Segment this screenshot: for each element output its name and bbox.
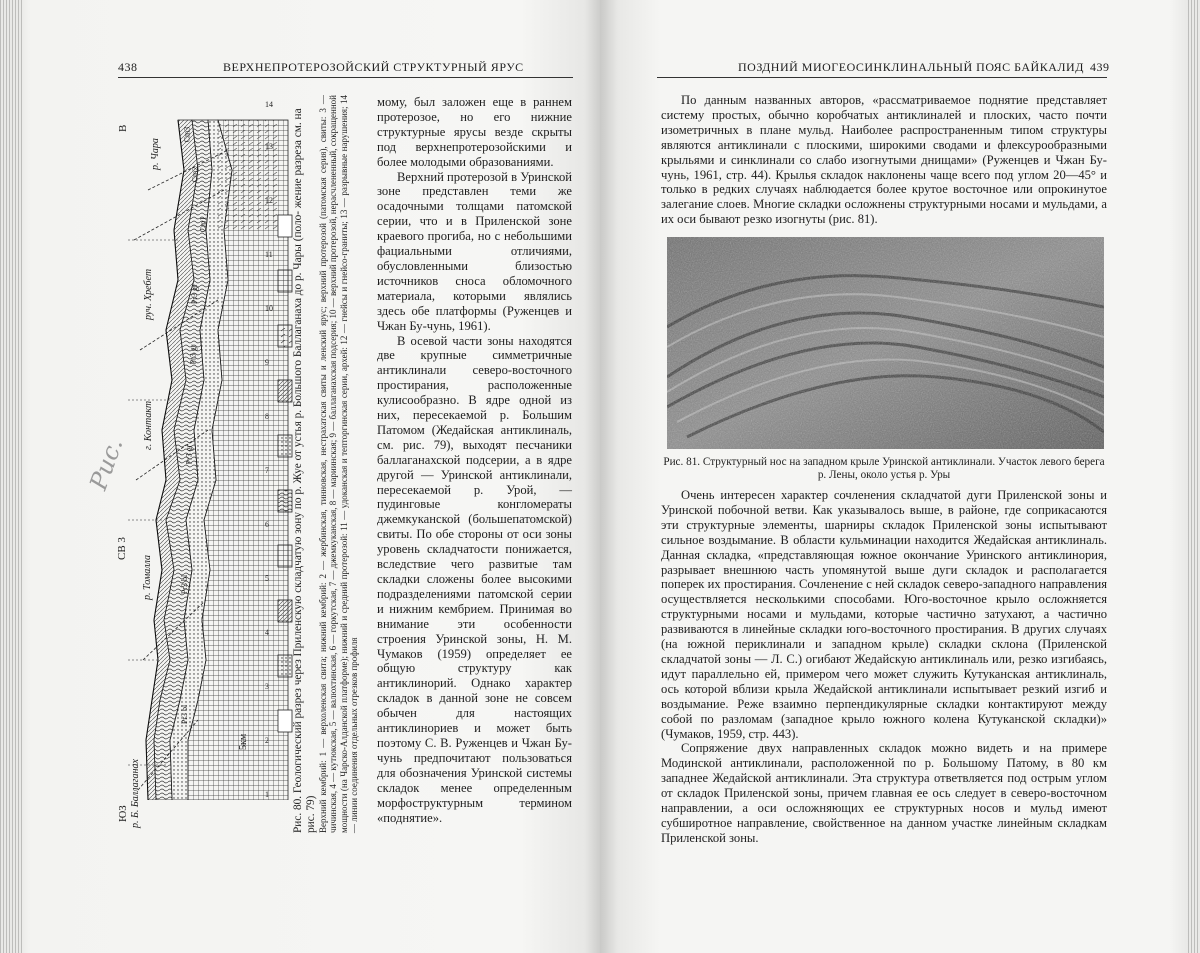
- right-body-text-bottom: [661, 488, 1107, 846]
- right-body-text-top: [661, 93, 1107, 227]
- legend-number: 9: [265, 358, 269, 367]
- left-page-number: 438: [118, 60, 138, 75]
- unit-mark: Cm1: [198, 217, 207, 233]
- legend-number: 10: [265, 304, 273, 313]
- river-balleganakh-label: р. Б. Баллаганах: [130, 759, 141, 828]
- margin-scribble: Рис.: [84, 434, 128, 493]
- right-page-number: 439: [1090, 60, 1110, 75]
- unit-marks: [175, 200, 215, 760]
- figure-caption-block: [292, 96, 372, 836]
- river-chara-label: р. Чара: [150, 138, 161, 170]
- structural-nose-photo: [667, 237, 1104, 449]
- kontakt-label: г. Контакт: [143, 401, 154, 450]
- unit-mark: Pr3 gt: [190, 285, 199, 304]
- legend-number: 12: [265, 196, 273, 205]
- legend-number: 13: [265, 142, 273, 151]
- paragraph: Очень интересен характер сочленения складчатой дуги Приленской зоны и Уринской побочной ветви. Как указывалось выше, в районе, где соприкасаются эти структурные элементы, шарниры складок Приленской зоны испытывают сильное воздымание. В области кульминации находится Жедайская антиклиналь. Данная складка, «представляющая южное окончание Уринского антиклинория, разрывает внешнюю часть упомянутой выше дуги складок и располагается поперек их простирания. Сочленение с ней складок северо-западного направления осуществляется несколькими способами. Юго-восточное крыло осложняется структурными носами и мульдами, которые частично затухают, а частично развиваются в линейные складки юго-восточного простирания. В других случаях (на южной периклинали и западном крыле) складки склона (Приленской складчатой зоны — Л. С.) огибают Жедайскую антиклиналь или, резко изгибаясь, идут параллельно ей, примером чего может служить Кутуканская антиклиналь, ось которой вблизи крыла Жедайской антиклинали испытывает резкий изгиб и воздымание. Реже взаимно перпендикулярные складки контактируют между собой по разломам (западное крыло южного колена Кутуканской складки)» (Чумаков, 1959, стр. 443).: [661, 488, 1107, 741]
- legend-number: 4: [265, 628, 269, 637]
- river-tomalla-label: р. Томалла: [142, 555, 153, 600]
- left-page: [0, 0, 600, 953]
- legend-number: 7: [265, 466, 269, 475]
- legend-number: 14: [265, 100, 273, 109]
- ridge-label: руч. Хребет: [143, 269, 154, 320]
- paragraph: Верхний протерозой в Уринской зоне представлен теми же осадочными толщами патомской серии, что и в Приленской зоне краевого прогиба, но с небольшими фациальными отличиями, обусловленными близостью источников сноса обломочного материала, которыми являлись здесь обе платформы (Руженцев и Чжан Бу-чунь, 1961).: [377, 170, 572, 334]
- right-running-head: ПОЗДНИЙ МИОГЕОСИНКЛИНАЛЬНЫЙ ПОЯС БАЙКАЛИД: [738, 60, 1084, 75]
- page-stack-edge: [0, 0, 22, 953]
- book-spread: [0, 0, 1200, 953]
- figure-caption-legend: Верхний кембрий: 1 — верхоленская свита; нижний кембрий: 2 — жербинская, тинновская, нестрахатская свиты и ленский ярус; верхний протерозой (патомская серия), свиты: 3 — чичинская, 4 — кутюкская, 5 — валюхтинская, 6 — горкутская, 7 — джемкуканская, 8 — мариинская; 9 — баллаганахская подсерия; 10 — верхний протерозой, нерасчлененный, сокращенной мощности (на Чарско-Алданской платформе); нижний и средний протерозой: 11 — удоканская и тепторгинская серии, архей: 12 — гнейсы и гнейсо-граниты; 13 — разрывные нарушения; 14 — линии соединения отдельных отрезков профиля: [318, 95, 360, 833]
- left-header-rule: [118, 77, 573, 78]
- legend-number: 2: [265, 736, 269, 745]
- sw-label: ЮЗ: [117, 805, 129, 822]
- scale-label: 5км: [238, 734, 249, 750]
- figure-caption-title: Рис. 80. Геологический разрез через Приленскую складчатую зону по р. Жуе от устья р. Большого Баллаганаха до р. Чары (поло- жение разреза см. на рис. 79): [292, 95, 318, 833]
- unit-mark: Pr3 bl: [180, 705, 189, 724]
- page-stack-edge: [1188, 0, 1200, 953]
- paragraph: Сопряжение двух направленных складок можно видеть и на примере Модинской антиклинали, расположенной по р. Большому Патому, в 80 км западнее Жедайской антиклинали. Эта структура ответвляется под острым углом от складок Приленской зоны, причем главная ее ось следует в северо-восточном направлении, а оси осложняющих ее структурных носов и мульд имеют субширотное направление, свойственное на данном участке линейным складкам Приленской зоны.: [661, 741, 1107, 845]
- photo-caption: Рис. 81. Структурный нос на западном крыле Уринской антиклинали. Участок левого берега р. Лены, около устья р. Уры: [662, 456, 1106, 482]
- right-header-rule: [657, 77, 1107, 78]
- legend-number: 5: [265, 574, 269, 583]
- mid-direction-label: СВ 3: [116, 537, 128, 560]
- unit-mark: Cm3: [182, 127, 191, 143]
- paragraph: В осевой части зоны находятся две крупные симметричные антиклинали северо-восточного простирания, расположенные кулисообразно. В ядре одной из них, пересекаемой р. Большим Патомом (Жедайская антиклиналь, см. рис. 79), выходят песчаники баллаганахской подсерии, а в ядре другой — Уринской антиклинали, пересекаемой р. Урой, — пудинговые конгломераты джемкуканской (большепатомской) свиты. По обе стороны от оси зоны уровень складчатости понижается, вследствие чего развитые там складки сложены более высокими подразделениями патомской серии и нижним кембрием. Принимая во внимание эти особенности строения Уринской зоны, Н. М. Чумаков (1959) определяет ее общую структуру как антиклинорий. Однако характер складок в данной зоне не совсем обычен для настоящих антиклинориев и может быть поэтому С. В. Руженцев и Чжан Бу-чунь предпочитают пользоваться для обозначения Уринской системы складок менее определенным морфоструктурным термином «поднятие».: [377, 334, 572, 826]
- left-body-text: [377, 95, 572, 825]
- legend-number: 8: [265, 412, 269, 421]
- unit-mark: Pr3 bl: [180, 575, 189, 594]
- legend-number: 6: [265, 520, 269, 529]
- paragraph: По данным названных авторов, «рассматриваемое поднятие представляет систему простых, обычно коробчатых антиклиналей и плоских, часто почти изометричных в плане мульд. Наиболее распространенным типом структуры являются антиклинали с плоскими, широкими сводами и флексурообразными крыльями и синклинали со слабо изогнутыми днищами» (Руженцев и Чжан Бу-чунь, 1961, стр. 44). Крылья складок наклонены чаще всего под углом 20—45° и только в редких случаях наблюдается более крутое восточное или опрокинутое залегание слоев. Многие складки осложнены структурными носами и мульдами, а их оси бывают резко изогнуты (рис. 81).: [661, 93, 1107, 227]
- unit-mark: Pr3 gr: [184, 445, 193, 465]
- ne-label: В: [117, 125, 129, 132]
- left-running-head: ВЕРХНЕПРОТЕРОЗОЙСКИЙ СТРУКТУРНЫЙ ЯРУС: [223, 60, 524, 75]
- legend-number: 3: [265, 682, 269, 691]
- unit-mark: Pr3 gr: [188, 345, 197, 365]
- legend-number: 11: [265, 250, 273, 259]
- paragraph: мому, был заложен еще в раннем протерозое, но его нижние структурные ярусы везде скрыты под верхнепротерозойскими и более молодыми образованиями.: [377, 95, 572, 170]
- legend-numbers: [265, 100, 285, 800]
- unit-mark: Cm2: [190, 167, 199, 183]
- legend-number: 1: [265, 790, 269, 799]
